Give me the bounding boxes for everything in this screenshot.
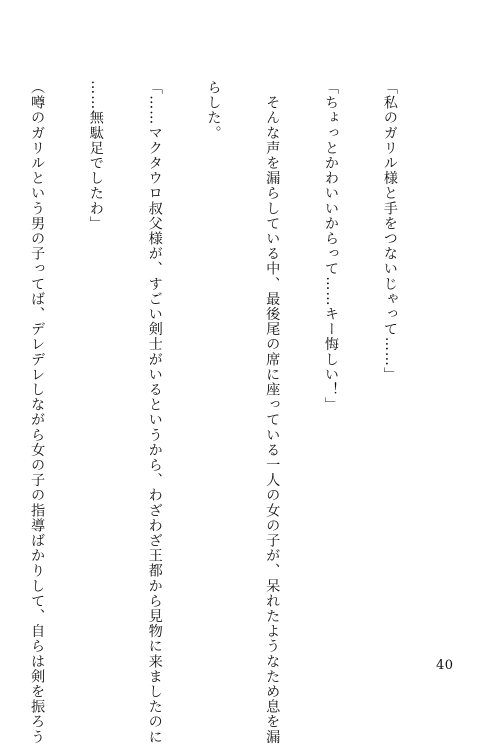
text-line-3: そんな声を漏らしている中、最後尾の席に座っている一人の女の子が、呆れたようなため息を漏 (264, 80, 281, 744)
text-line-5: 「……マクタウロ叔父様が、すごい剣士がいるというから、わざわざ王都から見物に来ましたのに (146, 80, 163, 744)
text-line-6: ……無駄足でしたわ」 (87, 80, 104, 231)
body-text (0, 80, 438, 744)
page-number: 40 (436, 658, 454, 673)
text-line-4: らした。 (205, 80, 222, 141)
text-line-2: 「ちょっとかわいいからって……キー悔しい！」 (323, 80, 340, 413)
text-line-7: （噂のガリルという男の子ってば、デレデレしながら女の子の指導ばかりして、自らは剣を振ろう (29, 80, 46, 744)
text-line-1: 「私のガリル様と手をつないじゃって……」 (381, 80, 398, 382)
